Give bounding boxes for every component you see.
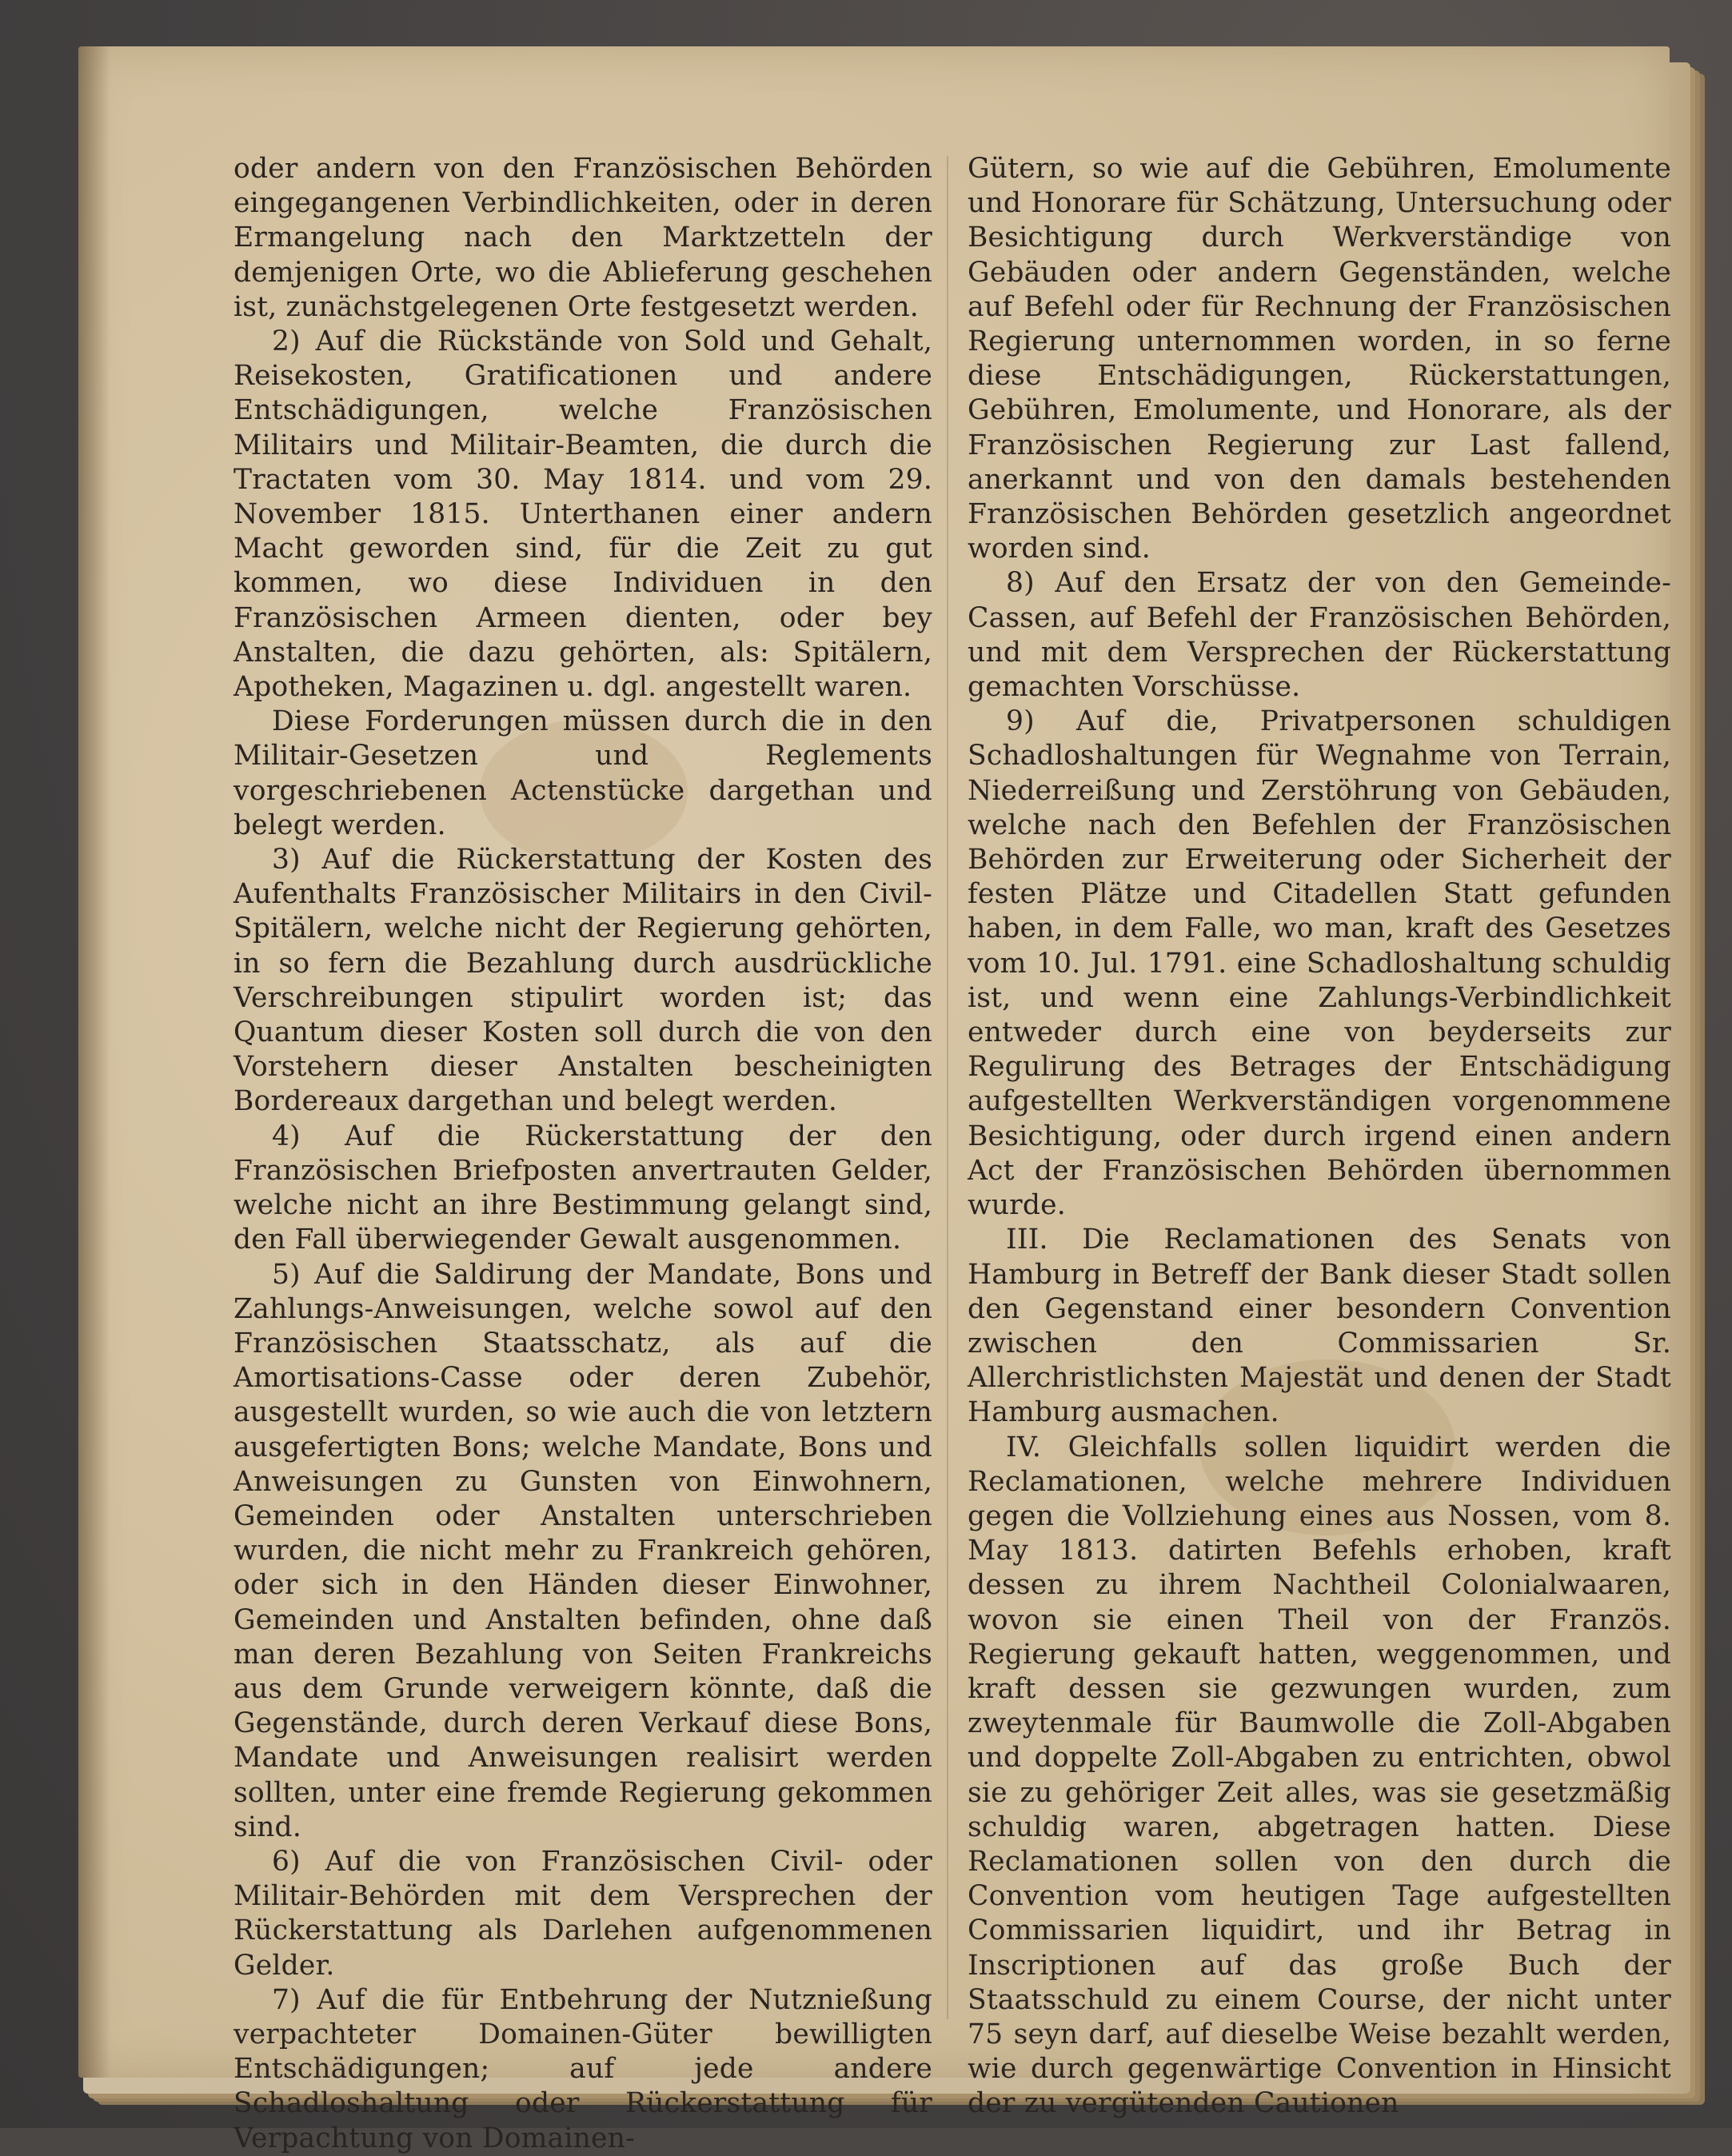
paragraph: 5) Auf die Saldirung der Mandate, Bons und Zahlungs-Anweisungen, welche sowol auf den Französischen Staatsschatz, als auf die Amortisations-Casse oder deren Zubehör, ausgestellt wurden, so wie auch die von letztern ausgefertigten Bons; welche Mandate, Bons und Anweisungen zu Gunsten von Einwohnern, Gemeinden oder Anstalten unterschrieben wurden, die nicht mehr zu Frankreich gehören, oder sich in den Händen dieser Einwohner, Gemeinden und Anstalten befinden, ohne daß man deren Bezahlung von Seiten Frankreichs aus dem Grunde verweigern könnte, daß die Gegenstände, durch deren Verkauf diese Bons, Mandate und Anweisungen realisirt werden sollten, unter eine fremde Regierung gekommen sind. [233, 1258, 932, 1843]
paragraph: 2) Auf die Rückstände von Sold und Gehalt, Reisekosten, Gratificationen und andere Entschädigungen, welche Französischen Militairs und Militair-Beamten, die durch die Tractaten vom 30. May 1814. und vom 29. November 1815. Unterthanen einer andern Macht geworden sind, für die Zeit zu gut kommen, wo diese Individuen in den Französischen Armeen dienten, oder bey Anstalten, die dazu gehörten, als: Spitälern, Apotheken, Magazinen u. dgl. angestellt waren. [233, 325, 932, 704]
paragraph: 3) Auf die Rückerstattung der Kosten des Aufenthalts Französischer Militairs in den Civil-Spitälern, welche nicht der Regierung gehörten, in so fern die Bezahlung durch ausdrückliche Verschreibungen stipulirt worden ist; das Quantum dieser Kosten soll durch die von den Vorstehern dieser Anstalten bescheinigten Bordereaux dargethan und belegt werden. [233, 844, 932, 1118]
right-text-column [968, 152, 1671, 2122]
paragraph: 4) Auf die Rückerstattung der den Französischen Briefposten anvertrauten Gelder, welche nicht an ihre Bestimmung gelangt sind, den Fall überwiegender Gewalt ausgenommen. [233, 1120, 932, 1256]
paragraph: IV. Gleichfalls sollen liquidirt werden die Reclamationen, welche mehrere Individuen gegen die Vollziehung eines aus Nossen, vom 8. May 1813. datirten Befehls erhoben, kraft dessen zu ihrem Nachtheil Colonialwaaren, wovon sie einen Theil von der Französ. Regierung gekauft hatten, weggenommen, und kraft dessen sie gezwungen wurden, zum zweytenmale für Baumwolle die Zoll-Abgaben und doppelte Zoll-Abgaben zu entrichten, obwol sie zu gehöriger Zeit alles, was sie gesetzmäßig schuldig waren, abgetragen hatten. Diese Reclamationen sollen von den durch die Convention vom heutigen Tage aufgestellten Commissarien liquidirt, und ihr Betrag in Inscriptionen auf das große Buch der Staatsschuld zu einem Course, der nicht unter 75 seyn darf, auf dieselbe Weise bezahlt werden, wie durch gegenwärtige Convention in Hinsicht der zu vergütenden Cautionen [968, 1431, 1671, 2120]
paragraph: Diese Forderungen müssen durch die in den Militair-Gesetzen und Reglements vorgeschriebenen Actenstücke dargethan und belegt werden. [233, 705, 932, 841]
column-divider [947, 156, 948, 2019]
page-gutter-shadow [78, 46, 110, 2078]
left-text-column [233, 152, 932, 2156]
paragraph: 7) Auf die für Entbehrung der Nutznießung verpachteter Domainen-Güter bewilligten Entschädigungen; auf jede andere Schadloshaltung oder Rückerstattung für Verpachtung von Domainen- [233, 1983, 932, 2154]
paragraph: 8) Auf den Ersatz der von den Gemeinde-Cassen, auf Befehl der Französischen Behörden, und mit dem Versprechen der Rückerstattung gemachten Vorschüsse. [968, 567, 1671, 704]
paragraph: 6) Auf die von Französischen Civil- oder Militair-Behörden mit dem Versprechen der Rückerstattung als Darlehen aufgenommenen Gelder. [233, 1845, 932, 1982]
paragraph: 9) Auf die, Privatpersonen schuldigen Schadloshaltungen für Wegnahme von Terrain, Niederreißung und Zerstöhrung von Gebäuden, welche nach den Befehlen der Französischen Behörden zur Erweiterung oder Sicherheit der festen Plätze und Citadellen Statt gefunden haben, in dem Falle, wo man, kraft des Gesetzes vom 10. Jul. 1791. eine Schadloshaltung schuldig ist, und wenn eine Zahlungs-Verbindlichkeit entweder durch eine von beyderseits zur Regulirung des Betrages der Entschädigung aufgestellten Werkverständigen vorgenommene Besichtigung, oder durch irgend einen andern Act der Französischen Behörden übernommen wurde. [968, 705, 1671, 1222]
paragraph: Gütern, so wie auf die Gebühren, Emolumente und Honorare für Schätzung, Untersuchung oder Besichtigung durch Werkverständige von Gebäuden oder andern Gegenständen, welche auf Befehl oder für Rechnung der Französischen Regierung unternommen worden, in so ferne diese Entschädigungen, Rückerstattungen, Gebühren, Emolumente, und Honorare, als der Französischen Regierung zur Last fallend, anerkannt und von den damals bestehenden Französischen Behörden gesetzlich angeordnet worden sind. [968, 153, 1671, 565]
paragraph: III. Die Reclamationen des Senats von Hamburg in Betreff der Bank dieser Stadt sollen den Gegenstand einer besondern Convention zwischen den Commissarien Sr. Allerchristlichsten Majestät und denen der Stadt Hamburg ausmachen. [968, 1224, 1671, 1429]
paragraph: oder andern von den Französischen Behörden eingegangenen Verbindlichkeiten, oder in deren Ermangelung nach den Marktzetteln der demjenigen Orte, wo die Ablieferung geschehen ist, zunächstgelegenen Orte festgesetzt werden. [233, 153, 932, 323]
